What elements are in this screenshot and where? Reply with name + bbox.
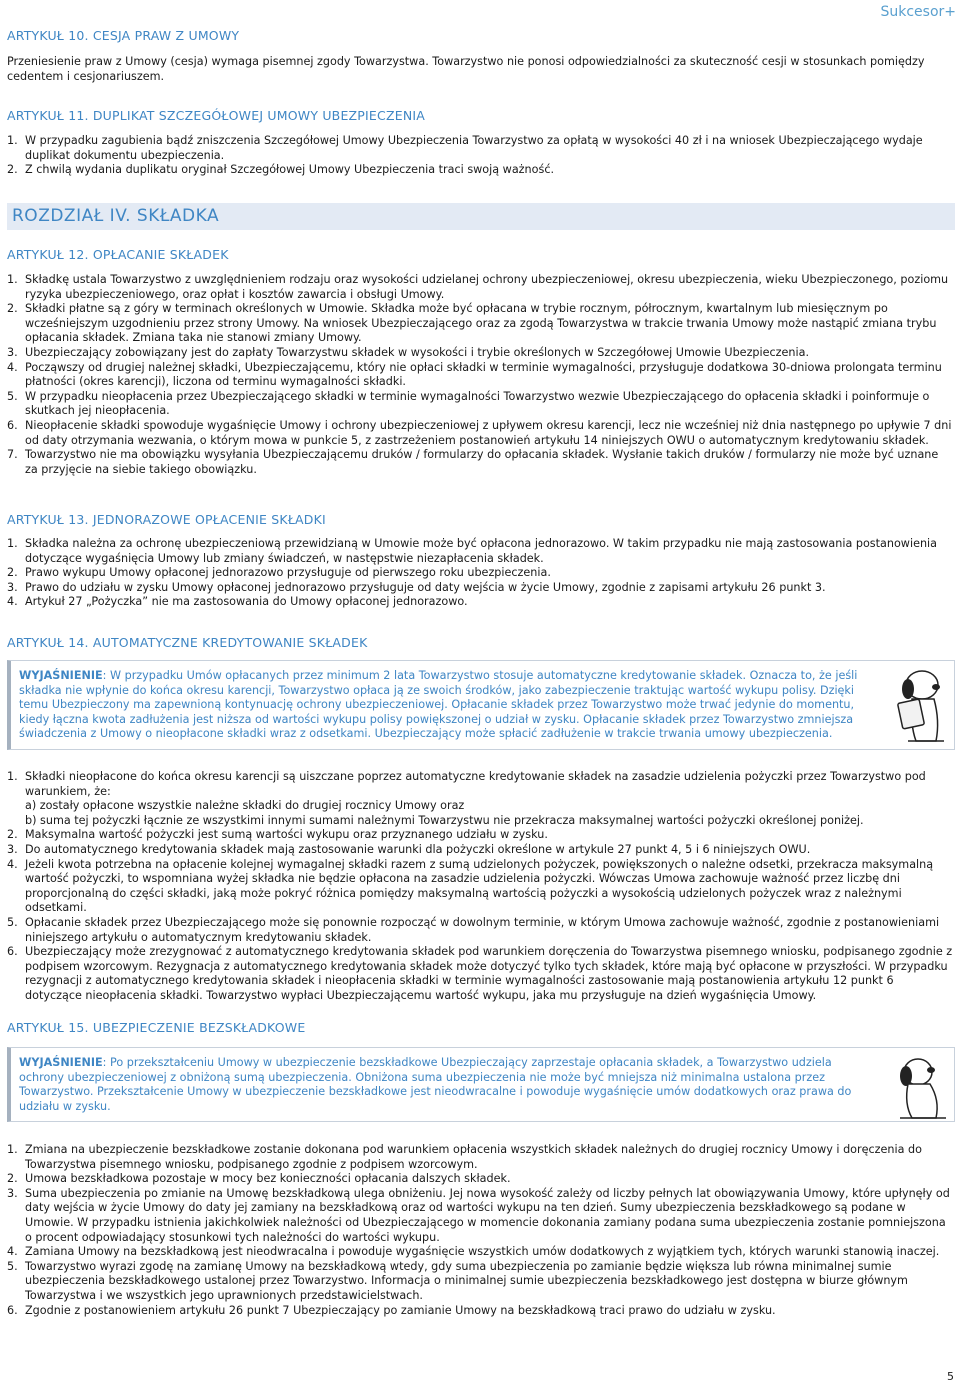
list-item: 5. W przypadku nieopłacenia przez Ubezpieczającego składki w terminie wymagalności Towarzystwo wezwie Ubezpieczającego do opłacenia składki i poinformuje o skutkach jej nieopłacenia.	[7, 389, 930, 418]
explanation-text: WYJAŚNIENIE: Po przekształceniu Umowy w ubezpieczenie bezskładkowe Ubezpieczający zaprzestaje opłacania składek, a Towarzystwo udziela ochrony ubezpieczeniowej z obniżoną sumą ubezpieczenia. Obniżona suma ubezpieczenia nie może być mniejsza niż minimalna ustalona przez Towarzystwo. Przekształcenie Umowy w ubezpieczenie bezskładkowe jest nieodwracalne i powoduje wygaśnięcie umów dodatkowych oraz prawa do udziału w zysku.	[19, 1056, 852, 1113]
list-item: 3. Suma ubezpieczenia po zmianie na Umowę bezskładkową ulega obniżeniu. Jej nowa wysokość zależy od liczby pełnych lat obowiązywania Umowy, które upłynęły od daty wejścia w życie Umowy do daty jej zamiany na bezskładkową oraz od wartości wykupu na ten dzień. Sumy ubezpieczenia bezskładkowego są podane w Umowie. W przypadku istnienia jakichkolwiek należności od Ubezpieczającego w momencie dokonania zamiany podana suma ubezpieczenia zostanie pomniejszona o procent odpowiadający stosunkowi tych należności do wartości wykupu.	[7, 1186, 950, 1244]
list-item: 6. Nieopłacenie składki spowoduje wygaśnięcie Umowy i ochrony ubezpieczeniowej z upływem okresu karencji, lecz nie wcześniej niż dnia następnego po upływie 7 dni od daty otrzymania wezwania, o którym mowa w punkcie 5, z zastrzeżeniem postanowień artykułu 14 niniejszych OWU o automatycznym kredytowaniu składek.	[7, 418, 952, 447]
list-item: 2. Umowa bezskładkowa pozostaje w mocy bez konieczności opłacania dalszych składek.	[7, 1172, 511, 1186]
explanation-label: WYJAŚNIENIE	[19, 1056, 103, 1069]
list-item: 1. Składki nieopłacone do końca okresu karencji są uiszczane poprzez automatyczne kredytowanie składek na zasadzie udzielenia pożyczki przez Towarzystwo pod warunkiem, że:	[7, 770, 926, 798]
snoopy-reading-icon	[888, 665, 948, 745]
list-item: 4. Artykuł 27 „Pożyczka” nie ma zastosowania do Umowy opłaconej jednorazowo.	[7, 595, 468, 609]
list-item: 3. Ubezpieczający zobowiązany jest do zapłaty Towarzystwu składek w wysokości i trybie określonych w Szczegółowej Umowie Ubezpieczenia.	[7, 345, 810, 359]
list-item: 2. Maksymalna wartość pożyczki jest sumą wartości wykupu oraz przyznanego udziału w zysku.	[7, 828, 548, 842]
list-item: 1. W przypadku zagubienia bądź zniszczenia Szczegółowej Umowy Ubezpieczenia Towarzystwo za opłatą w wysokości 40 zł i na wniosek Ubezpieczającego wydaje duplikat dokumentu ubezpieczenia.	[7, 134, 923, 162]
list-item: 1. Zmiana na ubezpieczenie bezskładkowe zostanie dokonana pod warunkiem opłacenia wszystkich składek należnych do drugiej rocznicy Umowy i doręczenia do Towarzystwa pisemnego wniosku, podpisanego zgodnie z podpisem wzorcowym.	[7, 1143, 922, 1171]
art11-heading: ARTYKUŁ 11. DUPLIKAT SZCZEGÓŁOWEJ UMOWY UBEZPIECZENIA	[7, 108, 426, 123]
list-item: 2. Składki płatne są z góry w terminach określonych w Umowie. Składka może być opłacana w trybie rocznym, półrocznym, kwartalnym lub miesięcznym po wcześniejszym uzgodnieniu przez strony Umowy. Na wniosek Ubezpieczającego oraz za zgodą Towarzystwa w trakcie trwania Umowy może nastąpić zmiana trybu opłacania składek. Zmiana taka nie stanowi zmiany Umowy.	[7, 302, 937, 345]
art14-list	[7, 770, 953, 1004]
art15-list	[7, 1143, 953, 1318]
art13-list	[7, 537, 953, 610]
list-item: 4. Jeżeli kwota potrzebna na opłacenie kolejnej wymagalnej składki razem z sumą udzielonych pożyczek, powiększonych o należne odsetki, przekracza maksymalną wartość pożyczki, to wspomniana wyżej składka nie będzie opłacona na zasadzie udzielenia pożyczki. Wówczas Umowa zachowuje ważność przez liczbę dni proporcjonalną do części składki, jaką może pokryć różnica pomiędzy maksymalną wartością pożyczki a wysokością udzielonych pożyczek wraz z należnymi odsetkami.	[7, 857, 934, 915]
snoopy-thinking-icon	[890, 1052, 948, 1120]
explanation-box	[7, 660, 955, 750]
list-item: 5. Opłacanie składek przez Ubezpieczającego może się ponownie rozpocząć w dowolnym terminie, w którym Umowa zachowuje ważność, zgodnie z postanowieniami niniejszego artykułu o automatycznym kredytowaniu składek.	[7, 915, 940, 944]
chapter-title: ROZDZIAŁ IV. SKŁADKA	[12, 206, 220, 226]
list-item: 7. Towarzystwo nie ma obowiązku wysyłania Ubezpieczającemu druków / formularzy do opłacania składek. Wysłanie takich druków / formularzy nie może być uznane za przyjęcie na siebie takiego obowiązku.	[7, 448, 939, 476]
list-item: 2. Z chwilą wydania duplikatu oryginał Szczegółowej Umowy Ubezpieczenia traci swoją ważność.	[7, 163, 555, 177]
list-item: 6. Zgodnie z postanowieniem artykułu 26 punkt 7 Ubezpieczający po zamianie Umowy na bezskładkową traci prawo do udziału w zysku.	[7, 1303, 776, 1317]
chapter-banner	[7, 203, 955, 230]
list-item: 4. Zamiana Umowy na bezskładkową jest nieodwracalna i powoduje wygaśnięcie wszystkich umów dodatkowych z wyjątkiem tych, których warunki stanowią inaczej.	[7, 1245, 940, 1259]
list-item: 1. Składkę ustala Towarzystwo z uwzględnieniem rodzaju oraz wysokości udzielanej ochrony ubezpieczeniowej, okresu ubezpieczenia, wieku Ubezpieczonego, poziomu ryzyka ubezpieczeniowego, oraz opłat i kosztów zawarcia i obsługi Umowy.	[7, 273, 949, 301]
art14-heading: ARTYKUŁ 14. AUTOMATYCZNE KREDYTOWANIE SKŁADEK	[7, 635, 368, 650]
list-item: 3. Do automatycznego kredytowania składek mają zastosowanie warunki dla pożyczki określone w artykule 27 punkt 4, 5 i 6 niniejszych OWU.	[7, 842, 811, 856]
art15-heading: ARTYKUŁ 15. UBEZPIECZENIE BEZSKŁADKOWE	[7, 1020, 306, 1035]
art10-text: Przeniesienie praw z Umowy (cesja) wymaga pisemnej zgody Towarzystwa. Towarzystwo nie ponosi odpowiedzialności za skuteczność cesji w stosunkach pomiędzy cedentem i cesjonariuszem.	[7, 55, 925, 83]
list-item: 3. Prawo do udziału w zysku Umowy opłaconej jednorazowo przysługuje od daty wejścia w życie Umowy, zgodnie z zapisami artykułu 26 punkt 3.	[7, 580, 826, 594]
art11-list	[7, 134, 953, 178]
list-item: 4. Począwszy od drugiej należnej składki, Ubezpieczającemu, który nie opłaci składki w terminie wymagalności, przysługuje dodatkowa 30-dniowa prolongata terminu płatności (okres karencji), liczona od terminu wymagalności składki.	[7, 360, 942, 389]
list-item: 2. Prawo wykupu Umowy opłaconej jednorazowo przysługuje od pierwszego roku ubezpieczenia.	[7, 566, 551, 580]
page-number: 5	[947, 1370, 954, 1383]
list-item: 1. Składka należna za ochronę ubezpieczeniową przewidzianą w Umowie może być opłacona jednorazowo. W takim przypadku nie mają zastosowania postanowienia dotyczące wygaśnięcia Umowy lub zmiany świadczeń, w następstwie niezapłacenia składek.	[7, 537, 938, 565]
art10-heading: ARTYKUŁ 10. CESJA PRAW Z UMOWY	[7, 28, 240, 43]
explanation-text: WYJAŚNIENIE: W przypadku Umów opłacanych przez minimum 2 lata Towarzystwo stosuje automatyczne kredytowanie składek. Oznacza to, że jeśli składka nie wpłynie do końca okresu karencji, Towarzystwo opłaca ją ze swoich środków, jako zabezpieczenie traktując wartość wykupu polisy. Dzięki temu Ubezpieczony ma zapewnioną kontynuację ochrony ubezpieczeniowej. Opłacanie składek przez Towarzystwo może trwać jedynie do momentu, kiedy łączna kwota zadłużenia jest niższa od wartości wykupu polisy powiększonej o udział w zysku. Opłacanie składek przez Towarzystwo zmniejsza świadczenia z Umowy o nieopłacone składki wraz z odsetkami. Ubezpieczający może spłacić zadłużenie w trakcie trwania umowy ubezpieczenia.	[19, 669, 858, 741]
explanation-label: WYJAŚNIENIE	[19, 669, 103, 682]
art13-heading: ARTYKUŁ 13. JEDNORAZOWE OPŁACENIE SKŁADKI	[7, 512, 326, 527]
list-item: a) zostały opłacone wszystkie należne składki do drugiej rocznicy Umowy oraz	[25, 799, 465, 813]
explanation-box	[7, 1047, 955, 1122]
art12-list	[7, 273, 953, 477]
art12-heading: ARTYKUŁ 12. OPŁACANIE SKŁADEK	[7, 247, 229, 262]
list-item: b) suma tej pożyczki łącznie ze wszystkimi innymi sumami należnymi Towarzystwu nie przekracza maksymalnej wartości pożyczki określonej poniżej.	[25, 813, 864, 827]
list-item: 6. Ubezpieczający może zrezygnować z automatycznego kredytowania składek pod warunkiem doręczenia do Towarzystwa pisemnego wniosku, podpisanego zgodnie z podpisem wzorcowym. Rezygnacja z automatycznego kredytowania składek może dotyczyć tylko tych składek, które mają być opłacone w przyszłości. W przypadku rezygnacji z automatycznego kredytowania składek i nieopłacenia składki w terminie wymagalności zastosowanie mają postanowienia artykułu 12 punkt 6 dotyczące nieopłacenia składki. Towarzystwo wypłaci Ubezpieczającemu wartość wykupu, jaka mu przysługuje na dzień wygaśnięcia Umowy.	[7, 945, 953, 1002]
list-item: 5. Towarzystwo wyrazi zgodę na zamianę Umowy na bezskładkową wtedy, gdy suma ubezpieczenia po zamianie będzie większa lub równa minimalnej sumie ubezpieczenia bezskładkowego ustalonej przez Towarzystwo. Informacja o minimalnej sumie ubezpieczenia bezskładkowego jest dostępna w biurze głównym Towarzystwa i we wszystkich jego uprawnionych przedstawicielstwach.	[7, 1259, 908, 1302]
brand-logo: Sukcesor+	[880, 4, 956, 20]
